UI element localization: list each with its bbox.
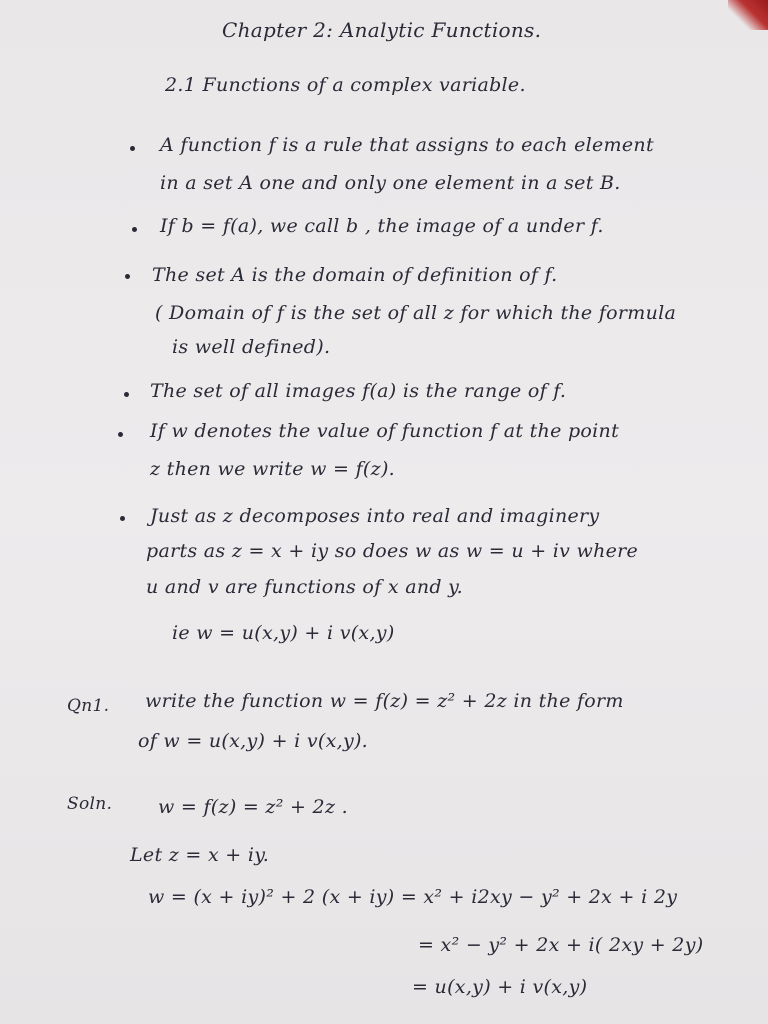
question-line-1: write the function w = f(z) = z² + 2z in the form bbox=[145, 690, 624, 712]
bullet-marker bbox=[120, 516, 125, 521]
bullet-6-line-3: u and v are functions of x and y. bbox=[146, 576, 464, 598]
question-line-2: of w = u(x,y) + i v(x,y). bbox=[138, 730, 369, 752]
chapter-title: Chapter 2: Analytic Functions. bbox=[222, 18, 542, 42]
solution-line-2: Let z = x + iy. bbox=[130, 844, 270, 866]
solution-line-5: = u(x,y) + i v(x,y) bbox=[412, 976, 588, 998]
bullet-marker bbox=[130, 146, 135, 151]
bullet-6-line-4: ie w = u(x,y) + i v(x,y) bbox=[172, 622, 395, 644]
bullet-marker bbox=[124, 392, 129, 397]
bullet-marker bbox=[125, 274, 130, 279]
bullet-1-line-1: A function f is a rule that assigns to each element bbox=[160, 134, 654, 156]
solution-line-4: = x² − y² + 2x + i( 2xy + 2y) bbox=[418, 934, 704, 956]
bullet-5-line-2: z then we write w = f(z). bbox=[150, 458, 395, 480]
bullet-4-line-1: The set of all images f(a) is the range of f. bbox=[150, 380, 567, 402]
question-label: Qn1. bbox=[67, 696, 110, 716]
solution-line-3: w = (x + iy)² + 2 (x + iy) = x² + i2xy − y² + 2x + i 2y bbox=[148, 886, 678, 908]
bullet-3-line-2: ( Domain of f is the set of all z for which the formula bbox=[155, 302, 677, 324]
bullet-5-line-1: If w denotes the value of function f at the point bbox=[150, 420, 620, 442]
solution-line-1: w = f(z) = z² + 2z . bbox=[158, 796, 348, 818]
bullet-3-line-1: The set A is the domain of definition of f. bbox=[152, 264, 558, 286]
bullet-6-line-1: Just as z decomposes into real and imaginery bbox=[150, 505, 600, 527]
page-corner-decoration bbox=[728, 0, 768, 30]
solution-label: Soln. bbox=[67, 794, 113, 814]
bullet-1-line-2: in a set A one and only one element in a set B. bbox=[160, 172, 621, 194]
bullet-3-line-3: is well defined). bbox=[172, 336, 331, 358]
bullet-marker bbox=[132, 227, 137, 232]
bullet-2-line-1: If b = f(a), we call b , the image of a under f. bbox=[160, 215, 604, 237]
bullet-6-line-2: parts as z = x + iy so does w as w = u + iv where bbox=[146, 540, 639, 562]
section-heading: 2.1 Functions of a complex variable. bbox=[165, 74, 526, 96]
bullet-marker bbox=[118, 432, 123, 437]
